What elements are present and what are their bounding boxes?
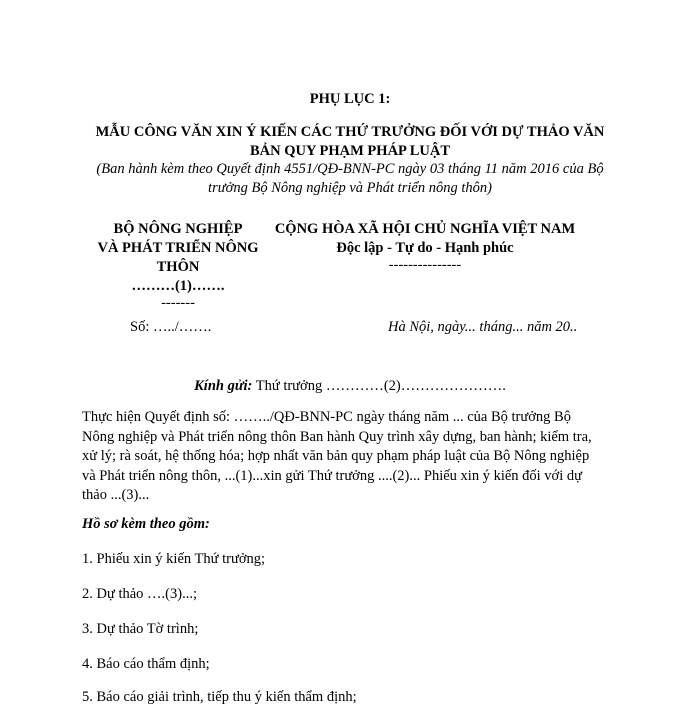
- national-divider: ---------------: [388, 257, 462, 273]
- ministry-divider: -------: [161, 295, 195, 311]
- national-header: [260, 220, 590, 272]
- attachment-item: 5. Báo cáo giải trình, tiếp thu ý kiến thẩm định;: [82, 689, 357, 705]
- body-line-5: thảo ...(3)...: [82, 487, 150, 503]
- ministry-unit-placeholder: ………(1)…….: [131, 278, 225, 294]
- ministry-line-1: BỘ NÔNG NGHIỆP: [113, 221, 243, 237]
- attachments-heading: Hồ sơ kèm theo gồm:: [82, 516, 210, 532]
- document-title: [80, 123, 620, 161]
- appendix-title: PHỤ LỤC 1:: [309, 91, 391, 107]
- recipient-line: [0, 377, 700, 395]
- ministry-line-2: VÀ PHÁT TRIỂN NÔNG: [97, 240, 259, 256]
- document-subtitle-line-2: trưởng Bộ Nông nghiệp và Phát triển nông thôn): [208, 180, 492, 196]
- recipient-value: Thứ trưởng …………(2)………………….: [252, 378, 506, 394]
- ministry-line-3: THÔN: [156, 259, 200, 275]
- body-line-3: xử lý; rà soát, hệ thống hóa; hợp nhất văn bản quy phạm pháp luật của Bộ Nông nghiệp: [82, 448, 590, 464]
- document-subtitle: [80, 160, 620, 198]
- body-paragraph: [82, 408, 622, 506]
- body-line-2: Nông nghiệp và Phát triển nông thôn Ban hành Quy trình xây dựng, ban hành; kiểm tra,: [82, 428, 592, 445]
- national-motto: Độc lập - Tự do - Hạnh phúc: [336, 240, 514, 256]
- national-title: CỘNG HÒA XÃ HỘI CHỦ NGHĨA VIỆT NAM: [274, 221, 576, 237]
- document-number: Số: …../…….: [130, 319, 212, 335]
- body-line-1: Thực hiện Quyết định số: ……../QĐ-BNN-PC ngày tháng năm ... của Bộ trưởng Bộ: [82, 409, 571, 425]
- place-date: Hà Nội, ngày... tháng... năm 20..: [388, 319, 578, 335]
- ministry-header: [78, 220, 278, 310]
- attachment-item: 2. Dự thảo ….(3)...;: [82, 586, 197, 602]
- recipient-label: Kính gửi:: [194, 378, 253, 394]
- document-title-line-2: BẢN QUY PHẠM PHÁP LUẬT: [249, 143, 451, 159]
- body-line-4: và Phát triển nông thôn, ...(1)...xin gửi Thứ trưởng ....(2)... Phiếu xin ý kiến đối với dự: [82, 467, 582, 484]
- attachment-item: 4. Báo cáo thẩm định;: [82, 656, 210, 672]
- document-title-line-1: MẪU CÔNG VĂN XIN Ý KIẾN CÁC THỨ TRƯỞNG ĐỐI VỚI DỰ THẢO VĂN: [95, 124, 605, 140]
- document-subtitle-line-1: (Ban hành kèm theo Quyết định 4551/QĐ-BNN-PC ngày 03 tháng 11 năm 2016 của Bộ: [96, 161, 604, 177]
- attachment-item: 3. Dự thảo Tờ trình;: [82, 621, 199, 637]
- attachment-item: 1. Phiếu xin ý kiến Thứ trưởng;: [82, 551, 266, 567]
